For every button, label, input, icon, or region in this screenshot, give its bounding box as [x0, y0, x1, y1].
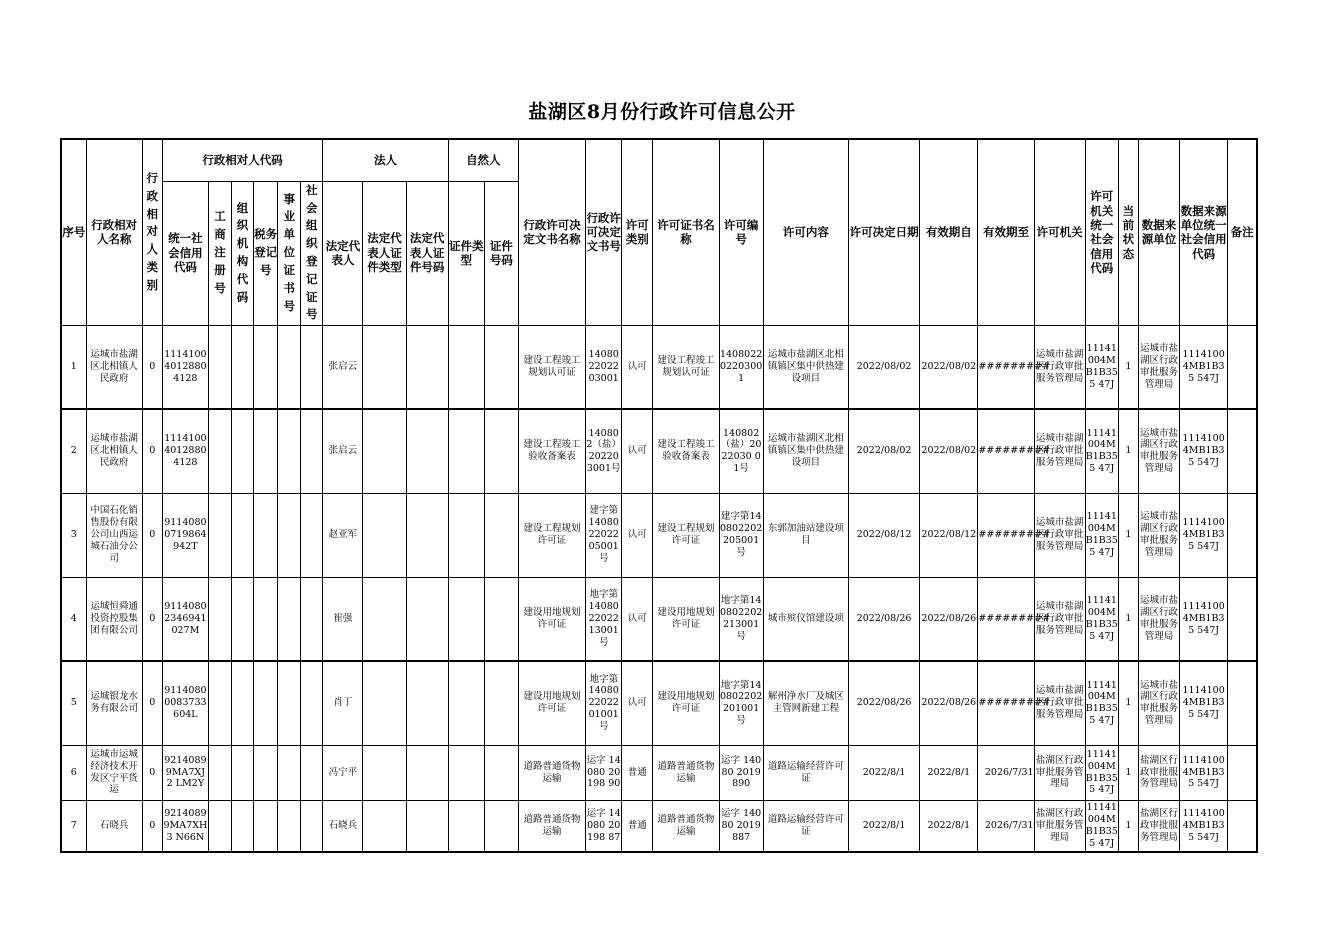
cell-status: 1 — [1118, 800, 1138, 852]
cell-remark — [1228, 493, 1257, 577]
header-content: 许可内容 — [763, 139, 848, 325]
cell-category: 0 — [142, 661, 162, 745]
header-decision-doc-no: 行政许可决定文书号 — [586, 139, 622, 325]
cell-decision-doc-name: 建设工程竣工规划认可证 — [518, 325, 585, 409]
header-biz-reg: 工商注册号 — [208, 181, 231, 325]
cell-cert-name: 道路普通货物运输 — [653, 745, 719, 800]
cell-credit-code: 11141004012880 4128 — [162, 409, 208, 493]
cell-legal-id-no — [406, 325, 448, 409]
cell-status: 1 — [1118, 493, 1138, 577]
header-authority-code: 许可机关统一社会信用代码 — [1085, 139, 1118, 325]
cell-valid-to: 2026/7/31 — [978, 800, 1034, 852]
cell-credit-code: 91140800083733 604L — [162, 661, 208, 745]
cell-authority: 盐湖区行政审批服务管理局 — [1034, 745, 1085, 800]
cell-valid-from: 2022/8/1 — [920, 745, 978, 800]
cell-authority-code: 11141004MB1B355 47J — [1085, 745, 1118, 800]
cell-decision-doc-name: 建设用地规划许可证 — [518, 661, 585, 745]
cell-permit-no: 地字第140802202201001号 — [719, 661, 763, 745]
cell-decision-date: 2022/08/02 — [848, 409, 919, 493]
cell-tax-reg — [254, 745, 278, 800]
cell-authority: 运城市盐湖区行政审批服务管理局 — [1034, 325, 1085, 409]
cell-legal-rep: 赵亚军 — [323, 493, 363, 577]
cell-valid-from: 2022/08/02 — [920, 325, 978, 409]
cell-source-unit: 盐湖区行政审批服务管理局 — [1138, 745, 1179, 800]
cell-biz-reg — [208, 800, 231, 852]
cell-seq: 1 — [61, 325, 86, 409]
header-group-legal: 法人 — [323, 139, 448, 181]
cell-decision-doc-no: 140802（盐）202203001号 — [586, 409, 622, 493]
cell-social-org — [301, 409, 323, 493]
cell-biz-reg — [208, 493, 231, 577]
cell-decision-date: 2022/8/1 — [848, 745, 919, 800]
cell-decision-doc-name: 道路普通货物运输 — [518, 745, 585, 800]
cell-legal-rep: 张启云 — [323, 325, 363, 409]
cell-source-code: 11141004MB1B35 547J — [1180, 800, 1228, 852]
header-name: 行政相对人名称 — [86, 139, 142, 325]
cell-name: 运城市盐湖区北相镇人民政府 — [86, 409, 142, 493]
cell-permit-no: 140802（盐）2022030 01号 — [719, 409, 763, 493]
cell-remark — [1228, 745, 1257, 800]
cell-id-no — [484, 325, 518, 409]
cell-source-unit: 运城市盐湖区行政审批服务管理局 — [1138, 325, 1179, 409]
cell-authority-code: 11141004MB1B355 47J — [1085, 325, 1118, 409]
cell-legal-id-type — [363, 577, 406, 661]
header-legal-rep: 法定代表人 — [323, 181, 363, 325]
cell-id-no — [484, 493, 518, 577]
cell-source-code: 11141004MB1B35 547J — [1180, 325, 1228, 409]
header-remark: 备注 — [1228, 139, 1257, 325]
cell-authority-code: 11141004MB1B355 47J — [1085, 577, 1118, 661]
header-id-type: 证件类型 — [448, 181, 484, 325]
cell-social-org — [301, 661, 323, 745]
header-valid-from: 有效期自 — [920, 139, 978, 325]
cell-source-unit: 运城市盐湖区行政审批服务管理局 — [1138, 661, 1179, 745]
cell-biz-reg — [208, 745, 231, 800]
cell-cert-name: 建设用地规划许可证 — [653, 577, 719, 661]
cell-org-code — [232, 800, 254, 852]
cell-content: 运城市盐湖区北相镇镇区集中供热建设项目 — [763, 409, 848, 493]
cell-cert-name: 道路普通货物运输 — [653, 800, 719, 852]
cell-permit-type: 普通 — [622, 800, 653, 852]
cell-legal-id-no — [406, 577, 448, 661]
cell-source-unit: 运城市盐湖区行政审批服务管理局 — [1138, 577, 1179, 661]
cell-remark — [1228, 661, 1257, 745]
cell-tax-reg — [254, 409, 278, 493]
cell-id-type — [448, 800, 484, 852]
header-decision-doc-name: 行政许可决定文书名称 — [518, 139, 585, 325]
cell-credit-code: 92140899MA7XH3 N66N — [162, 800, 208, 852]
cell-credit-code: 11141004012880 4128 — [162, 325, 208, 409]
cell-decision-date: 2022/08/12 — [848, 493, 919, 577]
cell-inst-cert — [278, 409, 301, 493]
cell-social-org — [301, 493, 323, 577]
table-row — [61, 661, 1257, 745]
cell-decision-doc-no: 建字第 14080 22022 05001 号 — [586, 493, 622, 577]
cell-valid-to: ######### — [978, 409, 1034, 493]
cell-name: 运城恒舜通投资控股集团有限公司 — [86, 577, 142, 661]
cell-permit-no: 14080220220300 1 — [719, 325, 763, 409]
cell-authority-code: 11141004MB1B355 47J — [1085, 493, 1118, 577]
cell-legal-rep: 肖丁 — [323, 661, 363, 745]
cell-remark — [1228, 325, 1257, 409]
cell-permit-no: 运字 14080 2019890 — [719, 745, 763, 800]
cell-org-code — [232, 493, 254, 577]
cell-legal-id-type — [363, 325, 406, 409]
cell-tax-reg — [254, 493, 278, 577]
cell-biz-reg — [208, 409, 231, 493]
cell-decision-doc-no: 14080 22022 03001 — [586, 325, 622, 409]
cell-valid-from: 2022/08/26 — [920, 577, 978, 661]
cell-decision-date: 2022/08/26 — [848, 577, 919, 661]
cell-biz-reg — [208, 577, 231, 661]
cell-id-no — [484, 800, 518, 852]
cell-status: 1 — [1118, 409, 1138, 493]
cell-name: 运城银龙水务有限公司 — [86, 661, 142, 745]
cell-legal-id-no — [406, 409, 448, 493]
cell-source-code: 11141004MB1B35 547J — [1180, 661, 1228, 745]
cell-tax-reg — [254, 661, 278, 745]
cell-permit-type: 认可 — [622, 577, 653, 661]
header-social-org: 社会组织登记证号 — [301, 181, 323, 325]
cell-id-type — [448, 325, 484, 409]
cell-permit-type: 认可 — [622, 493, 653, 577]
cell-legal-id-type — [363, 800, 406, 852]
cell-name: 运城市盐湖区北相镇人民政府 — [86, 325, 142, 409]
cell-source-code: 11141004MB1B35 547J — [1180, 745, 1228, 800]
cell-content: 城市殡仪馆建设项 — [763, 577, 848, 661]
cell-valid-to: ######### — [978, 325, 1034, 409]
cell-cert-name: 建设工程竣工规划认可证 — [653, 325, 719, 409]
cell-id-type — [448, 745, 484, 800]
cell-source-unit: 运城市盐湖区行政审批服务管理局 — [1138, 493, 1179, 577]
cell-category: 0 — [142, 745, 162, 800]
cell-org-code — [232, 745, 254, 800]
cell-cert-name: 建设工程竣工验收备案表 — [653, 409, 719, 493]
header-cert-name: 许可证书名称 — [653, 139, 719, 325]
cell-seq: 6 — [61, 745, 86, 800]
cell-authority: 运城市盐湖区行政审批服务管理局 — [1034, 409, 1085, 493]
cell-category: 0 — [142, 493, 162, 577]
header-org-code: 组织机构代码 — [232, 181, 254, 325]
cell-source-code: 11141004MB1B35 547J — [1180, 409, 1228, 493]
cell-status: 1 — [1118, 325, 1138, 409]
cell-legal-id-type — [363, 745, 406, 800]
cell-org-code — [232, 409, 254, 493]
cell-credit-code: 91140800719864 942T — [162, 493, 208, 577]
header-permit-type: 许可类别 — [622, 139, 653, 325]
cell-source-code: 11141004MB1B35 547J — [1180, 577, 1228, 661]
cell-permit-type: 认可 — [622, 661, 653, 745]
cell-decision-date: 2022/08/02 — [848, 325, 919, 409]
cell-category: 0 — [142, 409, 162, 493]
cell-permit-type: 普通 — [622, 745, 653, 800]
cell-legal-id-type — [363, 409, 406, 493]
cell-seq: 7 — [61, 800, 86, 852]
cell-permit-no: 地字第140802202213001号 — [719, 577, 763, 661]
header-id-no: 证件号码 — [484, 181, 518, 325]
cell-remark — [1228, 409, 1257, 493]
header-legal-id-no: 法定代表人证件号码 — [406, 181, 448, 325]
cell-decision-doc-name: 道路普通货物运输 — [518, 800, 585, 852]
cell-id-no — [484, 409, 518, 493]
cell-org-code — [232, 661, 254, 745]
table-row — [61, 325, 1257, 409]
cell-credit-code: 91140802346941 027M — [162, 577, 208, 661]
cell-inst-cert — [278, 577, 301, 661]
cell-authority: 运城市盐湖区行政审批服务管理局 — [1034, 493, 1085, 577]
cell-valid-to: ######### — [978, 661, 1034, 745]
cell-id-no — [484, 577, 518, 661]
cell-tax-reg — [254, 325, 278, 409]
cell-source-unit: 运城市盐湖区行政审批服务管理局 — [1138, 409, 1179, 493]
cell-authority: 运城市盐湖区行政审批服务管理局 — [1034, 577, 1085, 661]
table-row — [61, 409, 1257, 493]
header-status: 当前状态 — [1118, 139, 1138, 325]
cell-category: 0 — [142, 577, 162, 661]
page-title: 盐湖区8月份行政许可信息公开 — [528, 101, 796, 123]
cell-seq: 4 — [61, 577, 86, 661]
cell-status: 1 — [1118, 661, 1138, 745]
cell-decision-doc-name: 建设用地规划许可证 — [518, 577, 585, 661]
cell-decision-doc-name: 建设工程竣工验收备案表 — [518, 409, 585, 493]
cell-decision-date: 2022/8/1 — [848, 800, 919, 852]
cell-remark — [1228, 577, 1257, 661]
header-valid-to: 有效期至 — [978, 139, 1034, 325]
cell-authority: 盐湖区行政审批服务管理局 — [1034, 800, 1085, 852]
header-credit-code: 统一社会信用代码 — [162, 181, 208, 325]
cell-id-no — [484, 745, 518, 800]
cell-decision-doc-no: 运字 14080 20198 87 — [586, 800, 622, 852]
cell-valid-to: 2026/7/31 — [978, 745, 1034, 800]
cell-permit-no: 建字第140802202205001号 — [719, 493, 763, 577]
cell-legal-rep: 冯宁平 — [323, 745, 363, 800]
cell-valid-to: ######### — [978, 577, 1034, 661]
cell-id-type — [448, 493, 484, 577]
permit-table — [60, 138, 1258, 853]
cell-id-type — [448, 577, 484, 661]
cell-inst-cert — [278, 800, 301, 852]
header-decision-date: 许可决定日期 — [848, 139, 919, 325]
cell-org-code — [232, 325, 254, 409]
header-seq: 序号 — [61, 139, 86, 325]
cell-source-code: 11141004MB1B35 547J — [1180, 493, 1228, 577]
cell-content: 道路运输经营许可证 — [763, 800, 848, 852]
cell-cert-name: 建设工程规划许可证 — [653, 493, 719, 577]
header-source-code: 数据来源单位统一社会信用代码 — [1180, 139, 1228, 325]
cell-decision-doc-no: 地字第 14080 22022 13001 号 — [586, 577, 622, 661]
cell-legal-rep: 崔强 — [323, 577, 363, 661]
cell-tax-reg — [254, 800, 278, 852]
header-group-code: 行政相对人代码 — [162, 139, 323, 181]
cell-content: 道路运输经营许可证 — [763, 745, 848, 800]
table-row — [61, 800, 1257, 852]
cell-permit-type: 认可 — [622, 325, 653, 409]
cell-tax-reg — [254, 577, 278, 661]
table-row — [61, 493, 1257, 577]
header-legal-id-type: 法定代表人证件类型 — [363, 181, 406, 325]
header-source-unit: 数据来源单位 — [1138, 139, 1179, 325]
cell-name: 运城市运城经济技术开发区宁平货运 — [86, 745, 142, 800]
cell-source-unit: 盐湖区行政审批服务管理局 — [1138, 800, 1179, 852]
cell-status: 1 — [1118, 577, 1138, 661]
header-permit-no: 许可编号 — [719, 139, 763, 325]
cell-name: 石晓兵 — [86, 800, 142, 852]
cell-legal-id-type — [363, 493, 406, 577]
cell-inst-cert — [278, 745, 301, 800]
cell-biz-reg — [208, 661, 231, 745]
cell-decision-doc-no: 运字 14080 20198 90 — [586, 745, 622, 800]
cell-social-org — [301, 325, 323, 409]
cell-id-type — [448, 409, 484, 493]
cell-authority-code: 11141004MB1B355 47J — [1085, 409, 1118, 493]
cell-id-type — [448, 661, 484, 745]
cell-authority-code: 11141004MB1B355 47J — [1085, 661, 1118, 745]
cell-content: 东郭加油站建设项目 — [763, 493, 848, 577]
cell-permit-type: 认可 — [622, 409, 653, 493]
cell-id-no — [484, 661, 518, 745]
cell-valid-from: 2022/08/12 — [920, 493, 978, 577]
cell-legal-id-no — [406, 800, 448, 852]
header-authority: 许可机关 — [1034, 139, 1085, 325]
cell-legal-rep: 石晓兵 — [323, 800, 363, 852]
cell-valid-from: 2022/8/1 — [920, 800, 978, 852]
cell-valid-from: 2022/08/26 — [920, 661, 978, 745]
cell-permit-no: 运字 14080 2019887 — [719, 800, 763, 852]
cell-seq: 3 — [61, 493, 86, 577]
cell-name: 中国石化销售股份有限公司山西运城石油分公司 — [86, 493, 142, 577]
cell-inst-cert — [278, 325, 301, 409]
cell-decision-doc-name: 建设工程规划许可证 — [518, 493, 585, 577]
cell-category: 0 — [142, 800, 162, 852]
cell-authority: 运城市盐湖区行政审批服务管理局 — [1034, 661, 1085, 745]
cell-inst-cert — [278, 493, 301, 577]
cell-valid-from: 2022/08/02 — [920, 409, 978, 493]
cell-category: 0 — [142, 325, 162, 409]
cell-status: 1 — [1118, 745, 1138, 800]
cell-inst-cert — [278, 661, 301, 745]
cell-org-code — [232, 577, 254, 661]
cell-social-org — [301, 745, 323, 800]
header-group-natural: 自然人 — [448, 139, 518, 181]
cell-legal-id-no — [406, 493, 448, 577]
table-row — [61, 745, 1257, 800]
cell-social-org — [301, 800, 323, 852]
cell-decision-date: 2022/08/26 — [848, 661, 919, 745]
cell-legal-id-type — [363, 661, 406, 745]
cell-authority-code: 11141004MB1B355 47J — [1085, 800, 1118, 852]
cell-remark — [1228, 800, 1257, 852]
cell-decision-doc-no: 地字第 14080 22022 01001 号 — [586, 661, 622, 745]
header-category: 行政相对人类别 — [142, 139, 162, 325]
cell-social-org — [301, 577, 323, 661]
cell-cert-name: 建设用地规划许可证 — [653, 661, 719, 745]
header-tax-reg: 税务登记号 — [254, 181, 278, 325]
cell-content: 运城市盐湖区北相镇镇区集中供热建设项目 — [763, 325, 848, 409]
cell-credit-code: 92140899MA7XJ2 LM2Y — [162, 745, 208, 800]
cell-legal-id-no — [406, 745, 448, 800]
cell-legal-id-no — [406, 661, 448, 745]
cell-legal-rep: 张启云 — [323, 409, 363, 493]
cell-content: 解州净水厂及城区主管网新建工程 — [763, 661, 848, 745]
cell-valid-to: ######### — [978, 493, 1034, 577]
cell-biz-reg — [208, 325, 231, 409]
cell-seq: 5 — [61, 661, 86, 745]
header-inst-cert: 事业单位证书号 — [278, 181, 301, 325]
cell-seq: 2 — [61, 409, 86, 493]
table-row — [61, 577, 1257, 661]
